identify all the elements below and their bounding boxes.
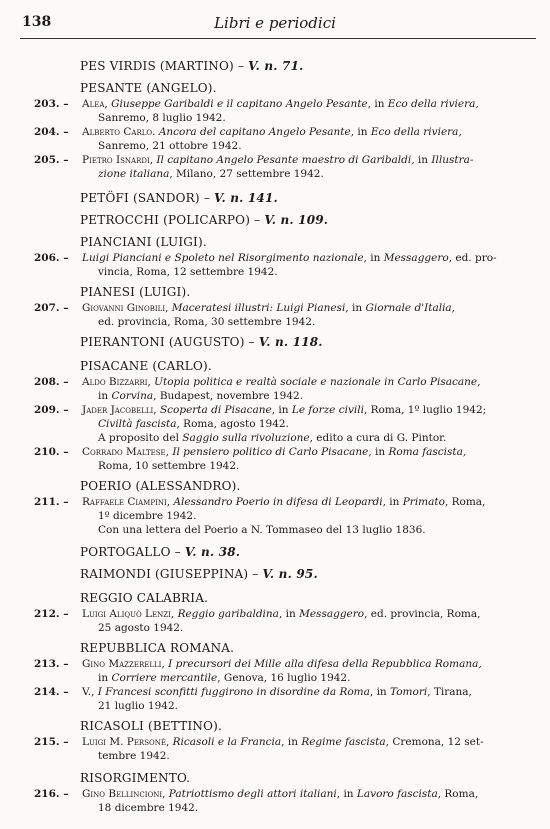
heading-name: PES VIRDIS (MARTINO) –	[80, 59, 249, 73]
section-heading	[80, 214, 328, 227]
entry-text: in	[98, 672, 112, 684]
entry-title: Luigi Pianciani e Spoleto nel Risorgimento nazionale	[82, 252, 364, 264]
section-heading	[80, 82, 217, 95]
entry-line	[98, 316, 315, 329]
entry-line	[98, 672, 350, 685]
entry-line	[98, 168, 324, 181]
entry-number: 211. –	[34, 496, 69, 508]
entry-number: 207. –	[34, 302, 69, 314]
entry-author: Raffaele Ciampini,	[82, 496, 174, 508]
entry-periodical: Saggio sulla rivoluzione	[182, 432, 310, 444]
entry-title: I precursori dei Mille alla difesa della Repubblica Romana,	[168, 658, 482, 670]
heading-name: REGGIO CALABRIA.	[80, 591, 209, 605]
entry-text: , Cremona, 12 set-	[385, 736, 484, 748]
entry-text: , in	[368, 446, 389, 458]
entry-author: Alea,	[82, 98, 112, 110]
entry-line	[98, 510, 196, 523]
entry-line	[98, 390, 303, 403]
entry-title: Il pensiero politico di Carlo Pisacane	[172, 446, 369, 458]
entry-line	[82, 252, 497, 265]
entry-text: 1º dicembre 1942.	[98, 510, 197, 522]
heading-name: PETROCCHI (POLICARPO) –	[80, 213, 265, 227]
entry-text: Sanremo, 8 luglio 1942.	[98, 112, 226, 124]
entry-periodical: Le forze civili	[291, 404, 364, 416]
entry-author: Alberto Carlo.	[82, 126, 159, 138]
entry-author: Giovanni Ginobili,	[82, 302, 172, 314]
entry-title: I Francesi sconfitti fuggirono in disordine da Roma	[97, 686, 370, 698]
entry-text: Con una lettera del Poerio a N. Tommaseo del 13 luglio 1836.	[98, 524, 426, 536]
section-heading	[80, 772, 190, 785]
cross-reference: V. n. 141.	[214, 191, 278, 205]
entry-periodical: zione italiana	[98, 168, 170, 180]
entry-line	[98, 802, 198, 815]
entry-number: 205. –	[34, 154, 69, 166]
heading-name: PIERANTONI (AUGUSTO) –	[80, 335, 259, 349]
entry-text: , Milano, 27 settembre 1942.	[169, 168, 324, 180]
entry-author: V.,	[82, 686, 98, 698]
entry-number: 204. –	[34, 126, 69, 138]
entry-author: Luigi M. Personè,	[82, 736, 173, 748]
entry-line	[82, 658, 482, 671]
entry-text: , Tirana,	[427, 686, 472, 698]
entry-title: Reggio garibaldina	[177, 608, 279, 620]
entry-number: 206. –	[34, 252, 69, 264]
cross-reference: V. n. 38.	[184, 545, 241, 559]
entry-text: , in	[271, 404, 292, 416]
heading-name: POERIO (ALESSANDRO).	[80, 479, 241, 493]
entry-text: , in	[278, 608, 300, 620]
entry-line	[82, 302, 455, 315]
entry-line	[82, 686, 472, 699]
entry-periodical: Giornale d'Italia,	[365, 302, 456, 314]
entry-text: Sanremo, 21 ottobre 1942.	[98, 140, 242, 152]
heading-name: REPUBBLICA ROMANA.	[80, 641, 235, 655]
section-heading	[80, 642, 234, 655]
page-number: 138	[22, 14, 52, 30]
entry-periodical: Corriere mercantile	[111, 672, 218, 684]
entry-number: 212. –	[34, 608, 69, 620]
entry-title: Scoperta di Pisacane	[159, 404, 272, 416]
entry-text: , in	[350, 126, 371, 138]
entry-line	[82, 126, 462, 139]
entry-line	[82, 788, 478, 801]
heading-name: PORTOGALLO –	[80, 545, 185, 559]
entry-number: 203. –	[34, 98, 69, 110]
heading-name: RISORGIMENTO.	[80, 771, 191, 785]
heading-name: PIANESI (LUIGI).	[80, 285, 191, 299]
entry-text: in	[98, 390, 112, 402]
entry-periodical: Messaggero	[299, 608, 365, 620]
section-heading	[80, 546, 240, 559]
entry-line	[98, 460, 239, 473]
header-rule	[20, 38, 536, 39]
section-heading	[80, 592, 208, 605]
entry-line	[82, 496, 485, 509]
cross-reference: V. n. 109.	[264, 213, 329, 227]
heading-name: PIANCIANI (LUIGI).	[80, 235, 207, 249]
entry-author: Pietro Isnardi,	[82, 154, 157, 166]
entry-title: Maceratesi illustri: Luigi Pianesi	[171, 302, 346, 314]
entry-text: ed. provincia, Roma, 30 settembre 1942.	[98, 316, 316, 328]
entry-text: , in	[345, 302, 366, 314]
section-heading	[80, 480, 241, 493]
entry-line	[98, 112, 226, 125]
entry-text: , in	[367, 98, 388, 110]
cross-reference: V. n. 118.	[258, 335, 323, 349]
entry-number: 213. –	[34, 658, 69, 670]
entry-text: , in	[382, 496, 403, 508]
entry-line	[98, 140, 242, 153]
cross-reference: V. n. 71.	[248, 59, 304, 73]
entry-author: Jader Jacobelli,	[82, 404, 160, 416]
entry-text: , Roma,	[437, 788, 479, 800]
heading-name: PETÖFI (SANDOR) –	[80, 191, 215, 205]
entry-line	[82, 404, 486, 417]
entry-line	[98, 418, 289, 431]
entry-line	[82, 98, 479, 111]
entry-text: , ed. provincia, Roma,	[364, 608, 481, 620]
entry-line	[82, 446, 466, 459]
entry-periodical: Tomori	[390, 686, 428, 698]
heading-name: PESANTE (ANGELO).	[80, 81, 217, 95]
entry-title: Utopia politica e realtà sociale e nazionale in Carlo Pisacane,	[154, 376, 481, 388]
entry-text: 21 luglio 1942.	[98, 700, 178, 712]
entry-author: Aldo Bizzarri,	[82, 376, 155, 388]
entry-text: , Roma, 1º luglio 1942;	[363, 404, 487, 416]
entry-text: , Roma,	[444, 496, 486, 508]
running-title: Libri e periodici	[214, 14, 336, 32]
entry-number: 216. –	[34, 788, 69, 800]
entry-line	[82, 736, 484, 749]
entry-author: Corrado Maltese,	[82, 446, 173, 458]
heading-name: RAIMONDI (GIUSEPPINA) –	[80, 567, 263, 581]
entry-title: Patriottismo degli attori italiani	[168, 788, 337, 800]
section-heading	[80, 720, 222, 733]
entry-line	[82, 376, 480, 389]
entry-periodical: Civiltà fascista	[98, 418, 177, 430]
entry-number: 214. –	[34, 686, 69, 698]
entry-periodical: Lavoro fascista	[356, 788, 438, 800]
cross-reference: V. n. 95.	[262, 567, 318, 581]
heading-name: RICASOLI (BETTINO).	[80, 719, 223, 733]
entry-text: vincia, Roma, 12 settembre 1942.	[98, 266, 278, 278]
entry-periodical: Eco della riviera,	[387, 98, 479, 110]
entry-author: Gino Bellincioni,	[82, 788, 169, 800]
entry-title: Ancora del capitano Angelo Pesante	[158, 126, 351, 138]
entry-periodical: Regime fascista	[301, 736, 386, 748]
entry-line	[82, 608, 480, 621]
entry-text: , Budapest, novembre 1942.	[153, 390, 304, 402]
section-heading	[80, 336, 323, 349]
entry-periodical: Messaggero	[383, 252, 449, 264]
entry-text: , in	[281, 736, 302, 748]
entry-author: Gino Mazzerelli,	[82, 658, 169, 670]
heading-name: PISACANE (CARLO).	[80, 359, 212, 373]
entry-line	[98, 622, 183, 635]
entry-author: Luigi Aliquò Lenzi,	[82, 608, 178, 620]
entry-title: Giuseppe Garibaldi e il capitano Angelo Pesante	[111, 98, 368, 110]
entry-periodical: Eco della riviera,	[370, 126, 462, 138]
entry-periodical: Corvina	[111, 390, 154, 402]
entry-periodical: Primato	[402, 496, 445, 508]
entry-title: Il capitano Angelo Pesante maestro di Garibaldi,	[156, 154, 415, 166]
entry-title: Alessandro Poerio in difesa di Leopardi	[173, 496, 383, 508]
entry-text: in	[414, 154, 432, 166]
section-heading	[80, 568, 318, 581]
section-heading	[80, 60, 304, 73]
entry-text: , edito a cura di G. Pintor.	[309, 432, 447, 444]
entry-title: Ricasoli e la Francia	[172, 736, 282, 748]
entry-number: 209. –	[34, 404, 69, 416]
entry-line	[98, 266, 278, 279]
entry-text: , ed. pro-	[448, 252, 497, 264]
entry-periodical: Illustra-	[431, 154, 474, 166]
section-heading	[80, 192, 278, 205]
entry-number: 215. –	[34, 736, 69, 748]
entry-text: , Genova, 16 luglio 1942.	[217, 672, 351, 684]
entry-text: A proposito del	[98, 432, 183, 444]
entry-line	[98, 700, 178, 713]
entry-text: , in	[336, 788, 357, 800]
section-heading	[80, 360, 212, 373]
entry-text: , Roma, agosto 1942.	[176, 418, 289, 430]
entry-text: Roma, 10 settembre 1942.	[98, 460, 240, 472]
entry-text: 18 dicembre 1942.	[98, 802, 199, 814]
entry-text: , in	[363, 252, 384, 264]
section-heading	[80, 286, 190, 299]
entry-number: 208. –	[34, 376, 69, 388]
entry-line	[98, 432, 446, 445]
entry-text: , in	[369, 686, 391, 698]
entry-line	[98, 750, 170, 763]
section-heading	[80, 236, 207, 249]
entry-periodical: Roma fascista,	[388, 446, 467, 458]
entry-text: 25 agosto 1942.	[98, 622, 184, 634]
entry-line	[82, 154, 473, 167]
entry-number: 210. –	[34, 446, 69, 458]
entry-text: tembre 1942.	[98, 750, 170, 762]
entry-line	[98, 524, 426, 537]
